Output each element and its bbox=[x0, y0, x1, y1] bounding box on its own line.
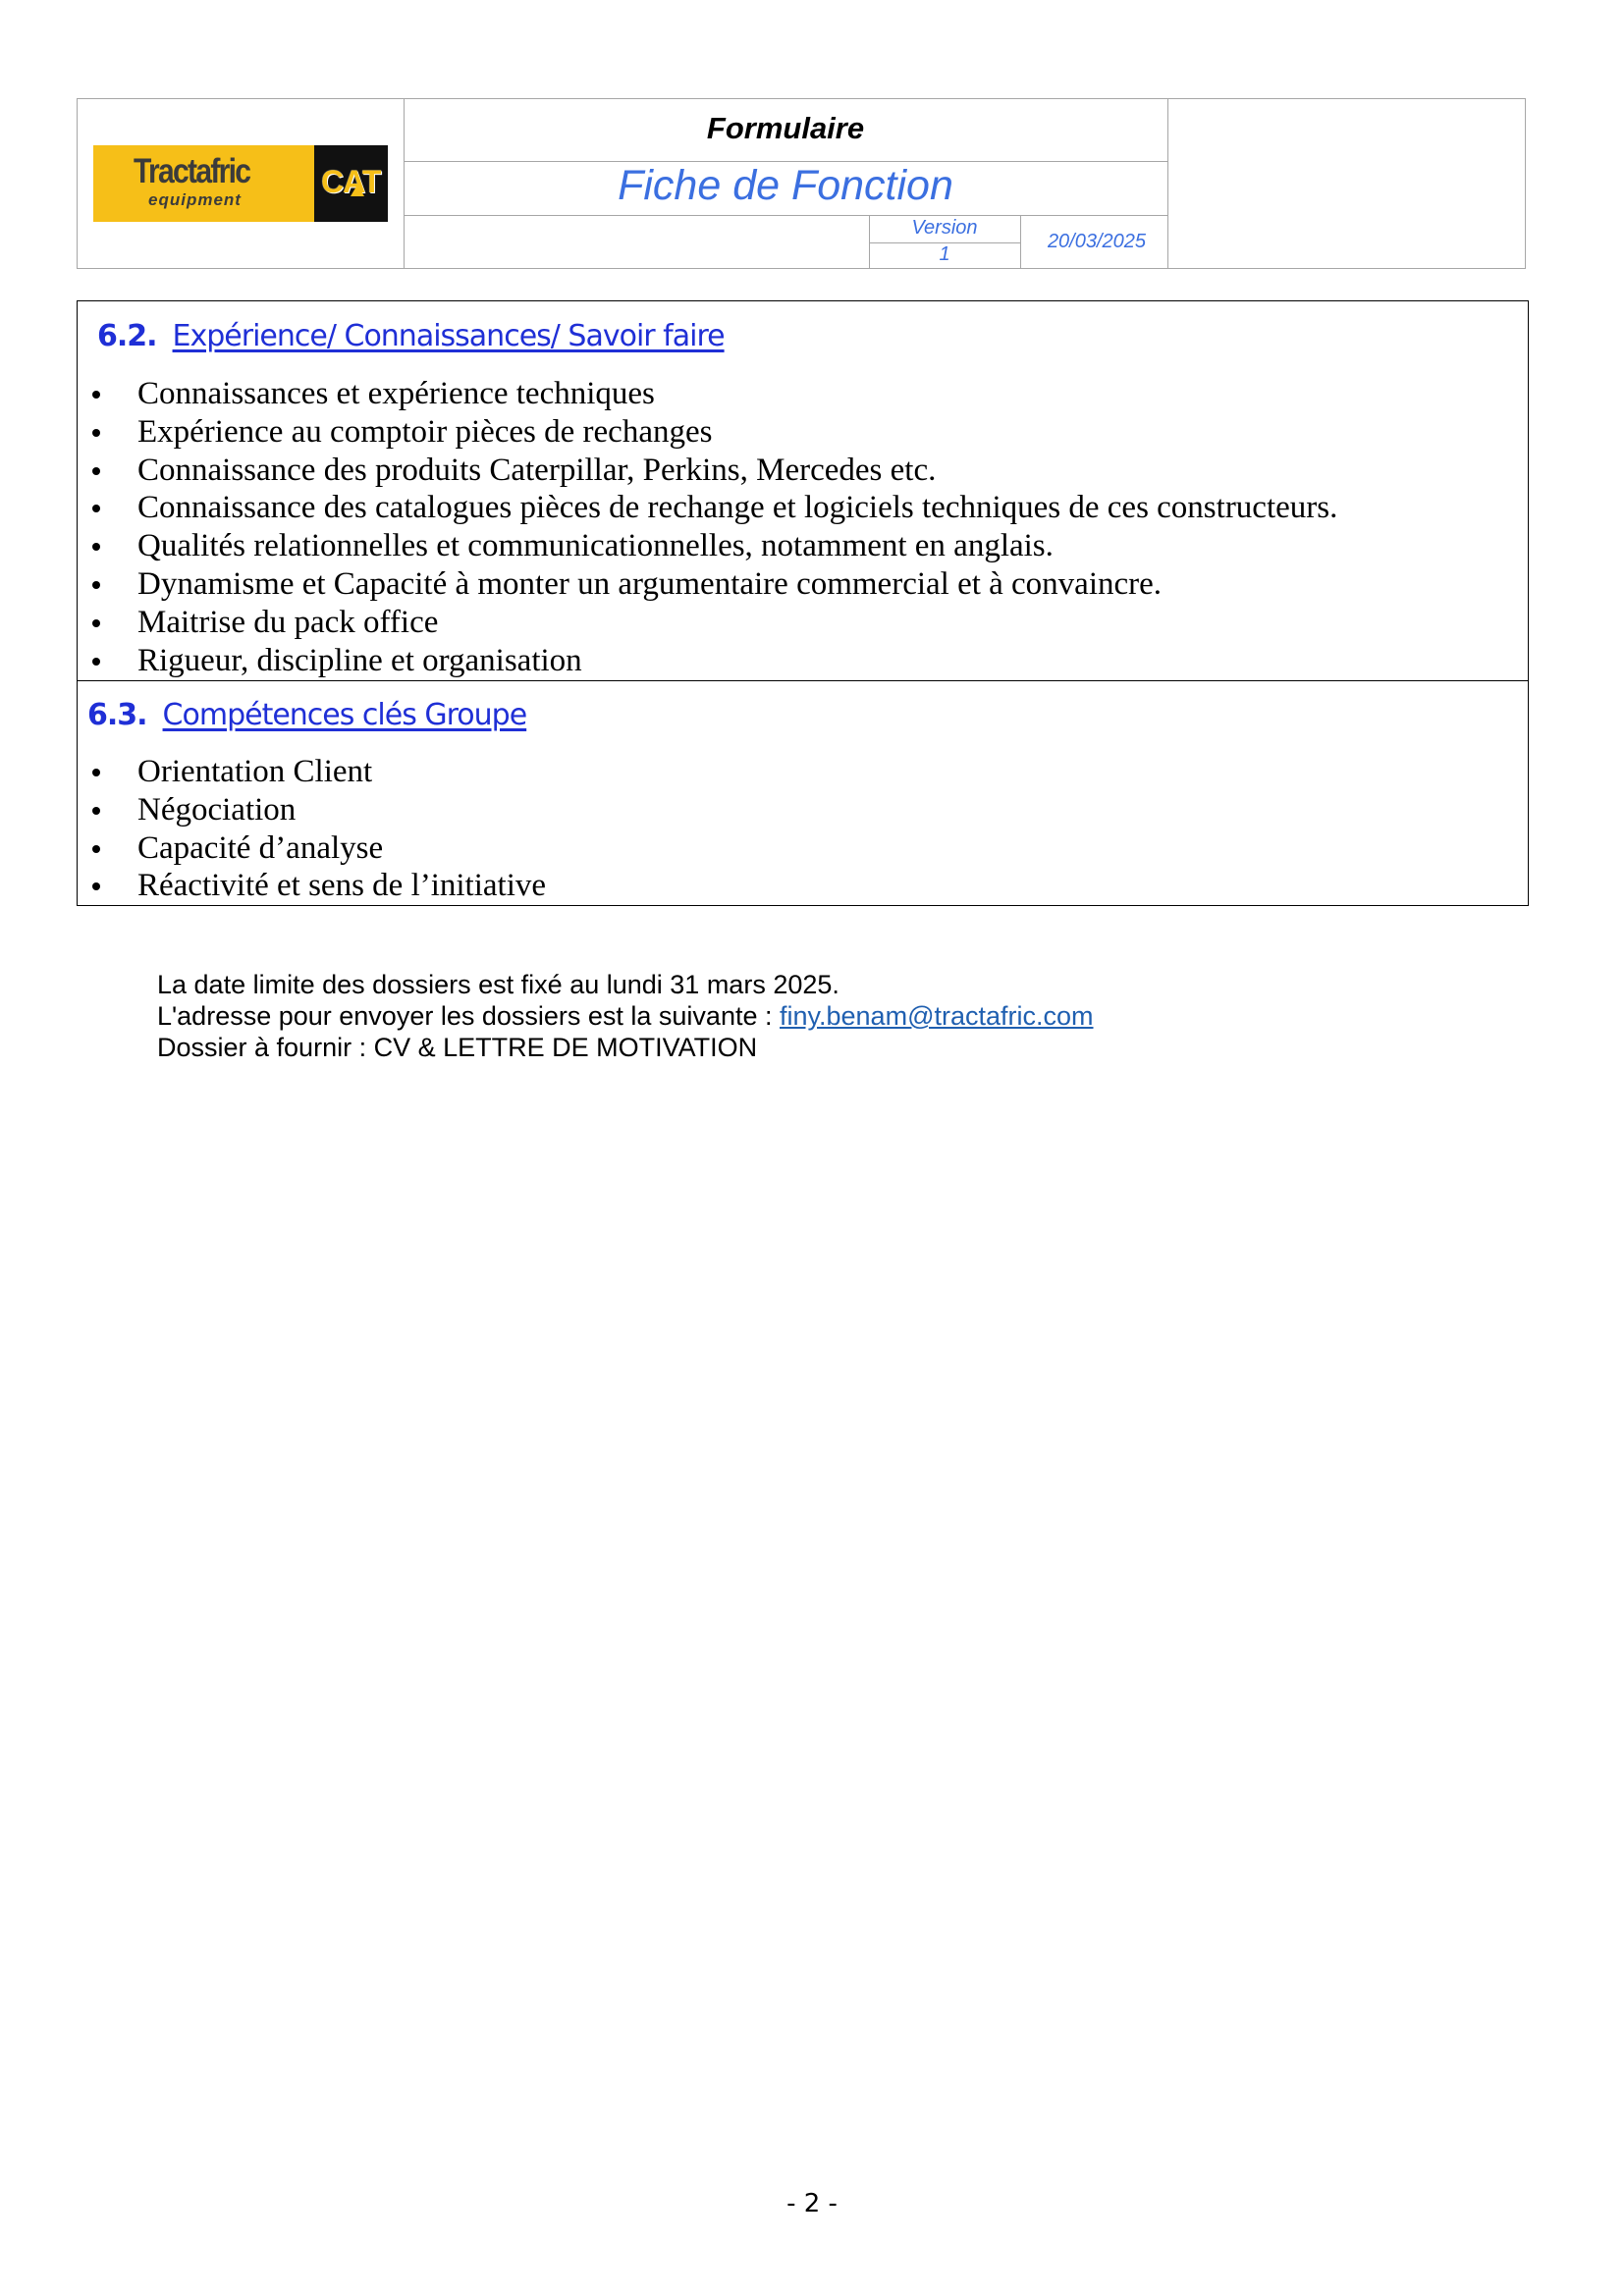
logo-brand-text: Tractafric bbox=[134, 152, 250, 190]
list-item bbox=[78, 452, 1337, 490]
form-label: Formulaire bbox=[706, 111, 865, 145]
bullet-icon bbox=[92, 429, 100, 437]
address-prefix: L'adresse pour envoyer les dossiers est la suivante : bbox=[157, 1001, 780, 1031]
email-link[interactable]: finy.benam@tractafric.com bbox=[780, 1001, 1094, 1031]
list-item-text: Dynamisme et Capacité à monter un argumentaire commercial et à convaincre. bbox=[137, 565, 1163, 602]
list-item-text: Connaissance des produits Caterpillar, Perkins, Mercedes etc. bbox=[137, 452, 937, 488]
header-divider bbox=[404, 215, 1167, 216]
list-item-text: Maitrise du pack office bbox=[137, 604, 439, 640]
list-item-text: Capacité d’analyse bbox=[137, 829, 384, 866]
list-item bbox=[78, 489, 1337, 527]
list-item-text: Connaissances et expérience techniques bbox=[137, 376, 655, 411]
content-box bbox=[77, 300, 1529, 906]
company-logo bbox=[93, 145, 388, 222]
list-item-text: Expérience au comptoir pièces de rechanges bbox=[137, 413, 713, 450]
list-item-text: Connaissance des catalogues pièces de rechange et logiciels techniques de ces constructeurs. bbox=[137, 490, 1338, 526]
cat-logo-text: CAT bbox=[321, 164, 381, 199]
section-title: Expérience/ Connaissances/ Savoir faire bbox=[172, 319, 725, 353]
list-item-text: Réactivité et sens de l’initiative bbox=[137, 868, 547, 904]
deadline-note: La date limite des dossiers est fixé au lundi 31 mars 2025. bbox=[157, 970, 839, 999]
document-date: 20/03/2025 bbox=[1047, 231, 1147, 252]
bullet-icon bbox=[92, 845, 100, 853]
list-item bbox=[78, 829, 546, 868]
bullet-icon bbox=[92, 543, 100, 551]
bullet-icon bbox=[92, 769, 100, 776]
logo-subline-text: equipment bbox=[148, 190, 242, 209]
version-label: Version bbox=[911, 217, 978, 239]
list-item bbox=[78, 413, 1337, 452]
version-number: 1 bbox=[939, 243, 950, 265]
bullet-icon bbox=[92, 505, 100, 512]
section-heading-6-2 bbox=[97, 319, 725, 353]
application-notes bbox=[157, 969, 1094, 1063]
bullet-icon bbox=[92, 467, 100, 475]
bullet-list-6-3 bbox=[78, 753, 546, 905]
list-item bbox=[78, 375, 1337, 413]
document-title: Fiche de Fonction bbox=[618, 162, 953, 209]
list-item bbox=[78, 753, 546, 791]
list-item-text: Négociation bbox=[137, 791, 297, 828]
bullet-icon bbox=[92, 581, 100, 589]
bullet-icon bbox=[92, 391, 100, 399]
bullet-icon bbox=[92, 619, 100, 627]
page-number: - 2 - bbox=[786, 2189, 838, 2218]
documents-note: Dossier à fournir : CV & LETTRE DE MOTIVATION bbox=[157, 1033, 758, 1062]
section-heading-6-3 bbox=[87, 698, 526, 732]
cat-triangle-icon bbox=[351, 185, 364, 196]
logo-brand-panel bbox=[93, 145, 314, 222]
list-item bbox=[78, 527, 1337, 565]
section-divider bbox=[78, 680, 1528, 681]
list-item-text: Orientation Client bbox=[137, 754, 373, 789]
list-item bbox=[78, 565, 1337, 604]
cat-logo-panel bbox=[314, 145, 388, 222]
bullet-list-6-2 bbox=[78, 375, 1337, 679]
bullet-icon bbox=[92, 882, 100, 890]
section-number: 6.2. bbox=[97, 319, 157, 353]
section-number: 6.3. bbox=[87, 698, 147, 732]
list-item bbox=[78, 867, 546, 905]
list-item bbox=[78, 604, 1337, 642]
address-note bbox=[157, 1000, 1094, 1032]
list-item bbox=[78, 791, 546, 829]
list-item-text: Rigueur, discipline et organisation bbox=[137, 642, 582, 678]
list-item bbox=[78, 642, 1337, 680]
section-title: Compétences clés Groupe bbox=[162, 698, 527, 732]
document-header bbox=[77, 98, 1526, 269]
bullet-icon bbox=[92, 807, 100, 815]
list-item-text: Qualités relationnelles et communicationnelles, notamment en anglais. bbox=[137, 528, 1054, 564]
bullet-icon bbox=[92, 658, 100, 666]
